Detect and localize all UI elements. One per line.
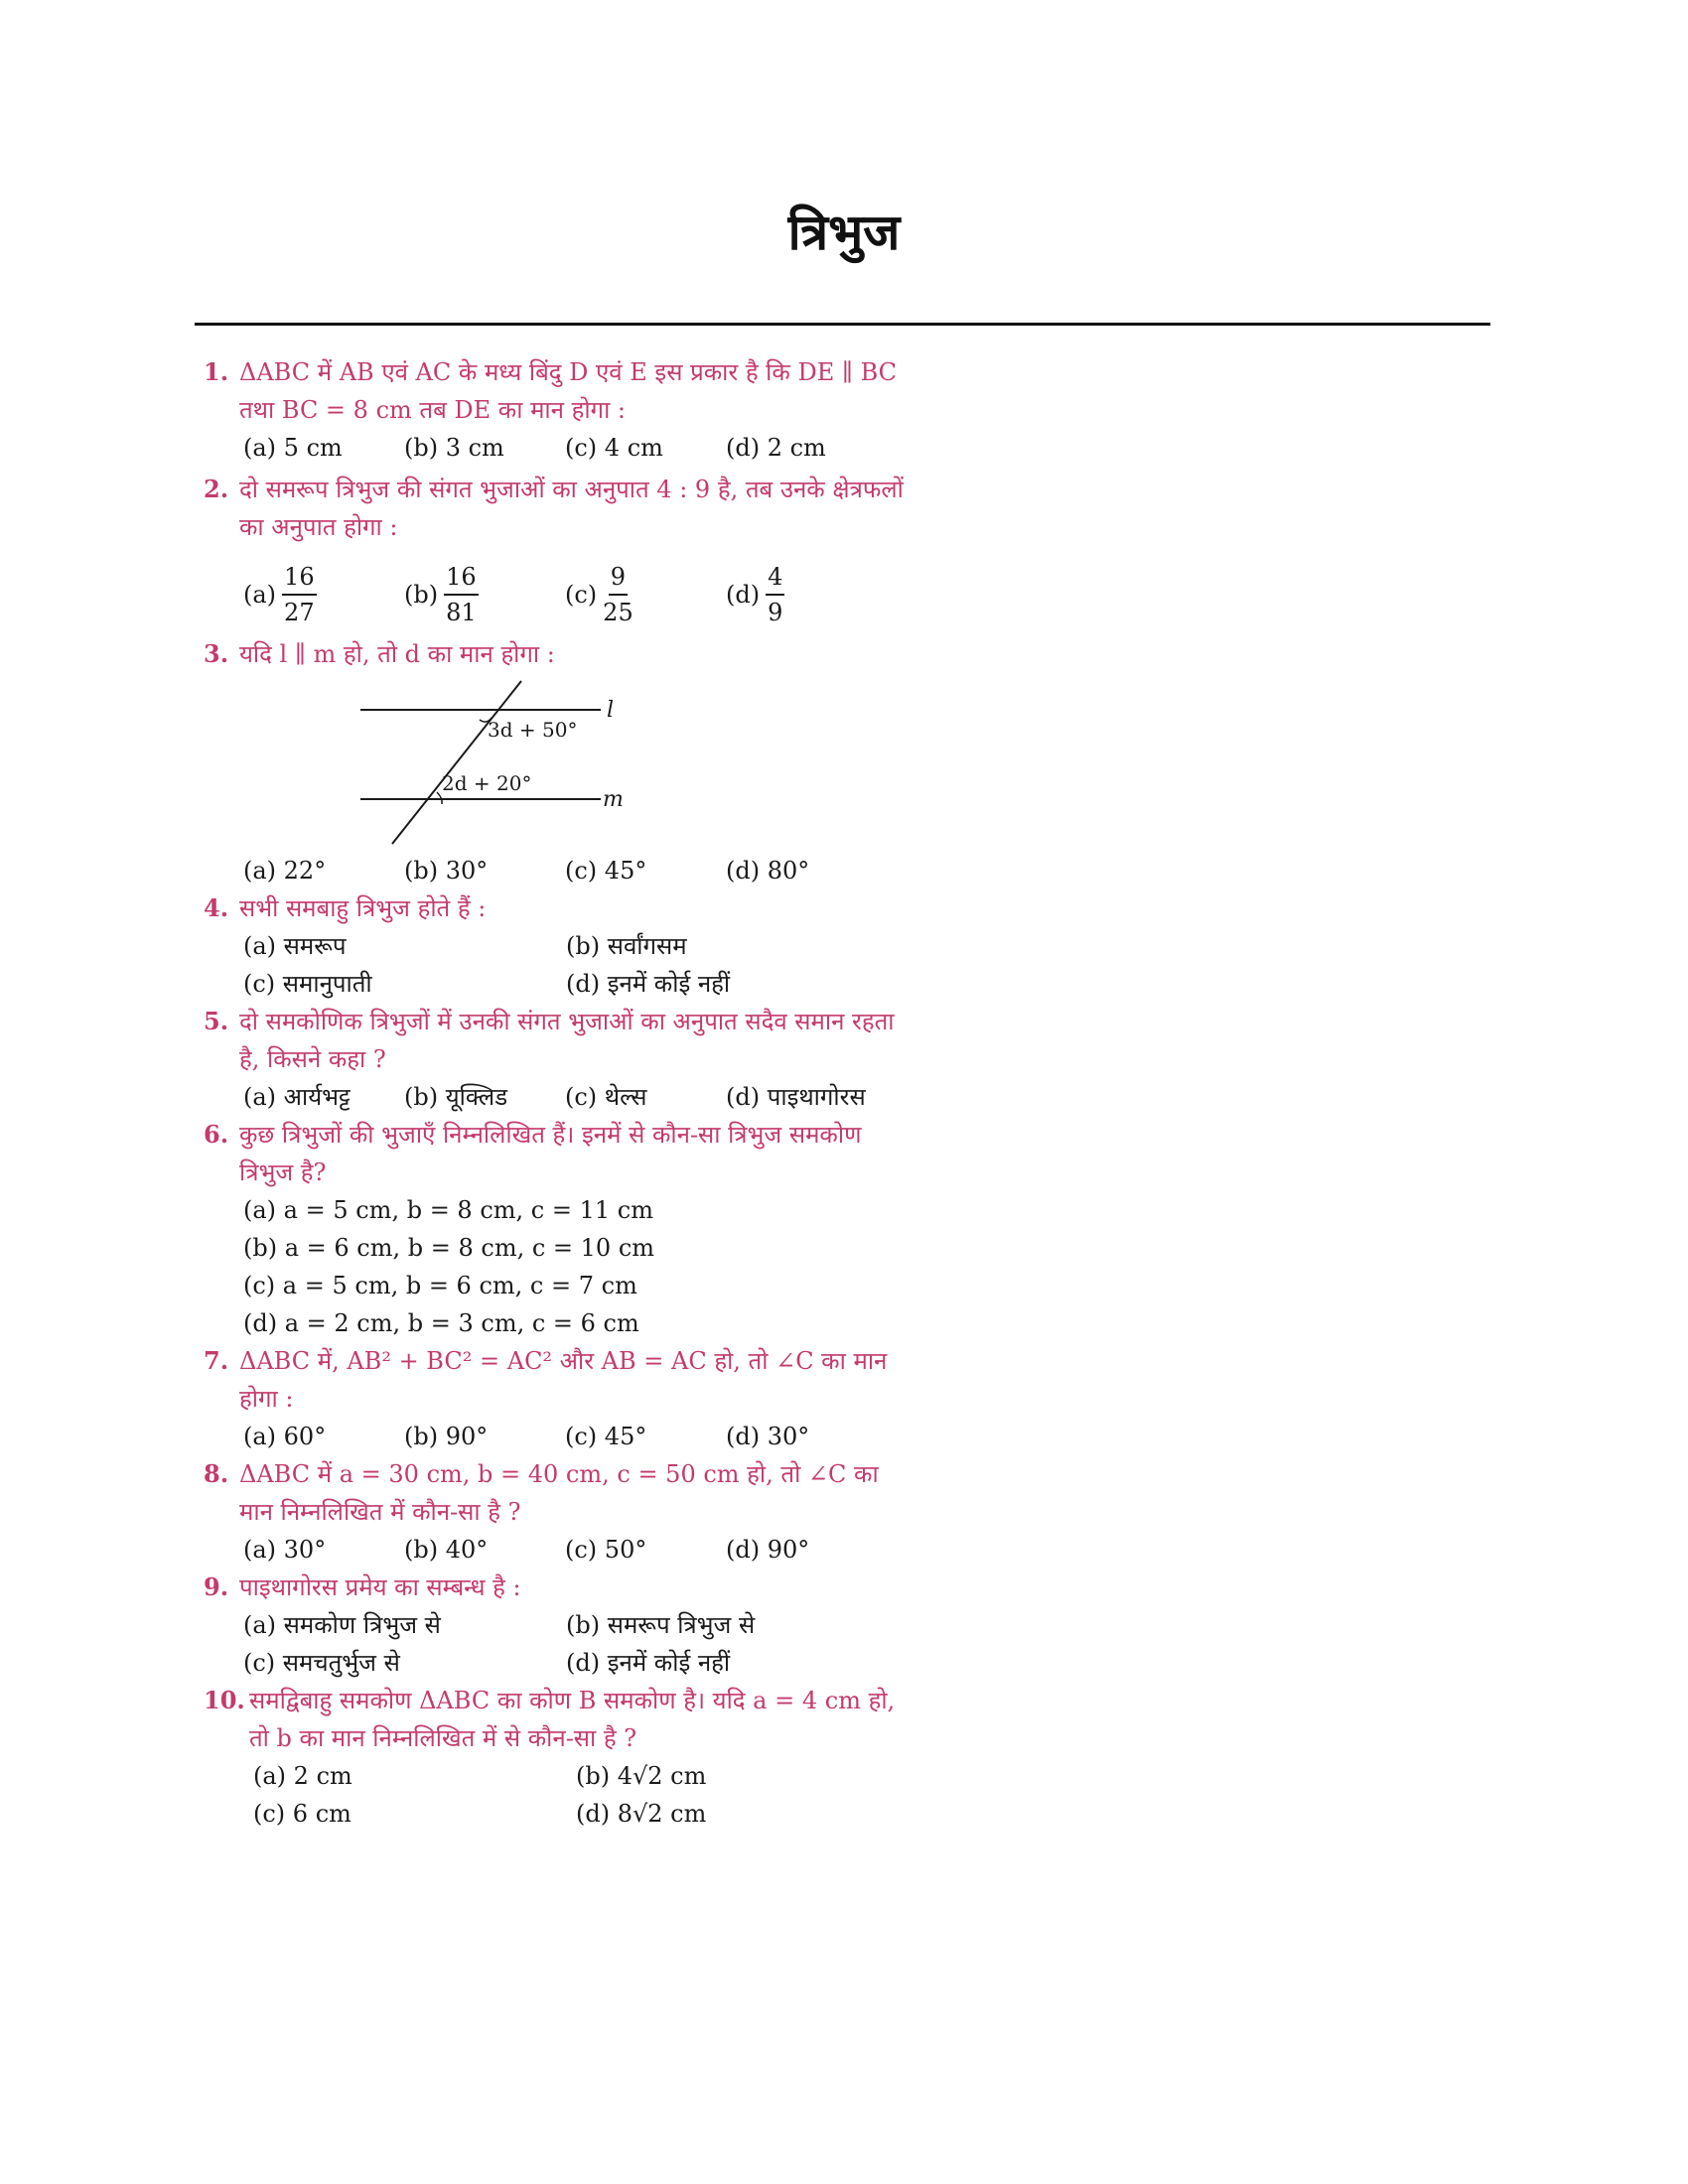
option-d: (d) a = 2 cm, b = 3 cm, c = 6 cm — [243, 1309, 639, 1337]
label-l: l — [607, 698, 615, 723]
fraction: $\frac{16}{81}$ — [444, 560, 479, 629]
option-a: (a) समकोण त्रिभुज से — [243, 1611, 441, 1639]
option-a: (a) 22° — [243, 857, 327, 885]
option-a: (a) 30° — [243, 1536, 327, 1564]
question-8 — [204, 1455, 918, 1569]
option-b: (b) 3 cm — [404, 434, 504, 462]
question-text: सभी समबाहु त्रिभुज होते हैं : — [239, 894, 487, 922]
fraction: $\frac{16}{27}$ — [282, 560, 317, 629]
option-b: (b) 90° — [404, 1423, 489, 1450]
page-title: त्रिभुज — [787, 204, 901, 261]
option-a: (a) 60° — [243, 1423, 327, 1450]
question-number: 2. — [204, 475, 229, 503]
option-b: (b) यूक्लिड — [404, 1083, 508, 1111]
transversal — [392, 681, 521, 844]
option-b: (b) $\frac{16}{81}$ — [404, 560, 565, 629]
question-text: समद्विबाहु समकोण ΔABC का कोण B समकोण है। यदि a = 4 cm हो, तो b का मान निम्नलिखित में से कौन-सा है ? — [249, 1687, 896, 1752]
option-d: (d) इनमें कोई नहीं — [566, 1649, 731, 1677]
question-4 — [204, 889, 918, 1003]
option-c: (c) समचतुर्भुज से — [243, 1649, 400, 1677]
option-c: (c) 4 cm — [565, 434, 663, 462]
question-1 — [204, 353, 918, 467]
question-text: ΔABC में, AB² + BC² = AC² और AB = AC हो, तो ∠C का मान होगा : — [239, 1347, 888, 1413]
option-b: (b) 4√2 cm — [576, 1762, 707, 1790]
label-m: m — [603, 787, 624, 812]
question-text: ΔABC में AB एवं AC के मध्य बिंदु D एवं E इस प्रकार है कि DE ∥ BC तथा BC = 8 cm तब DE का मान होगा : — [239, 358, 898, 424]
option-b: (b) 40° — [404, 1536, 489, 1564]
question-number: 10. — [204, 1686, 245, 1714]
option-a: (a) a = 5 cm, b = 8 cm, c = 11 cm — [243, 1196, 653, 1224]
parallel-lines-figure — [352, 673, 869, 848]
question-number: 6. — [204, 1120, 229, 1149]
option-c: (c) 50° — [565, 1536, 647, 1564]
question-number: 5. — [204, 1007, 229, 1035]
option-b: (b) 30° — [404, 857, 489, 885]
angle-label-top: 3d + 50° — [488, 718, 578, 742]
option-c: (c) थेल्स — [565, 1083, 647, 1111]
question-text: दो समकोणिक त्रिभुजों में उनकी संगत भुजाओं का अनुपात सदैव समान रहता है, किसने कहा ? — [239, 1008, 895, 1073]
question-number: 3. — [204, 639, 229, 668]
question-text: कुछ त्रिभुजों की भुजाएँ निम्नलिखित हैं। इनमें से कौन-सा त्रिभुज समकोण त्रिभुज है? — [239, 1121, 862, 1186]
question-column — [204, 353, 918, 1833]
option-c: (c) समानुपाती — [243, 970, 372, 998]
fraction: $\frac{4}{9}$ — [766, 560, 784, 629]
question-number: 4. — [204, 893, 229, 922]
option-a: (a) 5 cm — [243, 434, 343, 462]
option-d: (d) 8√2 cm — [576, 1800, 707, 1828]
option-b: (b) सर्वांगसम — [566, 932, 687, 960]
option-c: (c) $\frac{9}{25}$ — [565, 560, 726, 629]
question-text: ΔABC में a = 30 cm, b = 40 cm, c = 50 cm हो, तो ∠C का मान निम्नलिखित में कौन-सा है ? — [239, 1460, 879, 1526]
option-a: (a) समरूप — [243, 932, 347, 960]
option-d: (d) $\frac{4}{9}$ — [726, 560, 887, 629]
question-text: यदि l ∥ m हो, तो d का मान होगा : — [239, 640, 555, 668]
option-c: (c) a = 5 cm, b = 6 cm, c = 7 cm — [243, 1272, 637, 1299]
option-a: (a) 2 cm — [253, 1762, 352, 1790]
option-c: (c) 45° — [565, 1423, 647, 1450]
question-2 — [204, 471, 918, 629]
option-d: (d) 90° — [726, 1536, 810, 1564]
title-divider — [195, 323, 1490, 326]
fraction: $\frac{9}{25}$ — [603, 560, 633, 629]
question-7 — [204, 1342, 918, 1455]
option-d: (d) पाइथागोरस — [726, 1083, 866, 1111]
option-d: (d) 30° — [726, 1423, 810, 1450]
option-c: (c) 45° — [565, 857, 647, 885]
question-number: 7. — [204, 1346, 229, 1375]
angle-label-bottom: 2d + 20° — [442, 771, 532, 795]
question-text: पाइथागोरस प्रमेय का सम्बन्ध है : — [239, 1573, 521, 1601]
question-5 — [204, 1003, 918, 1116]
option-a: (a) आर्यभट्ट — [243, 1083, 351, 1111]
option-d: (d) इनमें कोई नहीं — [566, 970, 731, 998]
question-3 — [204, 635, 918, 889]
question-number: 8. — [204, 1459, 229, 1488]
option-b: (b) a = 6 cm, b = 8 cm, c = 10 cm — [243, 1234, 655, 1262]
question-number: 9. — [204, 1572, 229, 1601]
option-a: (a) $\frac{16}{27}$ — [243, 560, 404, 629]
option-d: (d) 2 cm — [726, 434, 826, 462]
option-d: (d) 80° — [726, 857, 810, 885]
option-b: (b) समरूप त्रिभुज से — [566, 1611, 756, 1639]
question-number: 1. — [204, 357, 229, 386]
question-9 — [204, 1569, 918, 1682]
question-text: दो समरूप त्रिभुज की संगत भुजाओं का अनुपात 4 : 9 है, तब उनके क्षेत्रफलों का अनुपात होगा : — [239, 476, 904, 541]
option-c: (c) 6 cm — [253, 1800, 352, 1828]
question-6 — [204, 1116, 918, 1342]
question-10 — [204, 1682, 918, 1833]
